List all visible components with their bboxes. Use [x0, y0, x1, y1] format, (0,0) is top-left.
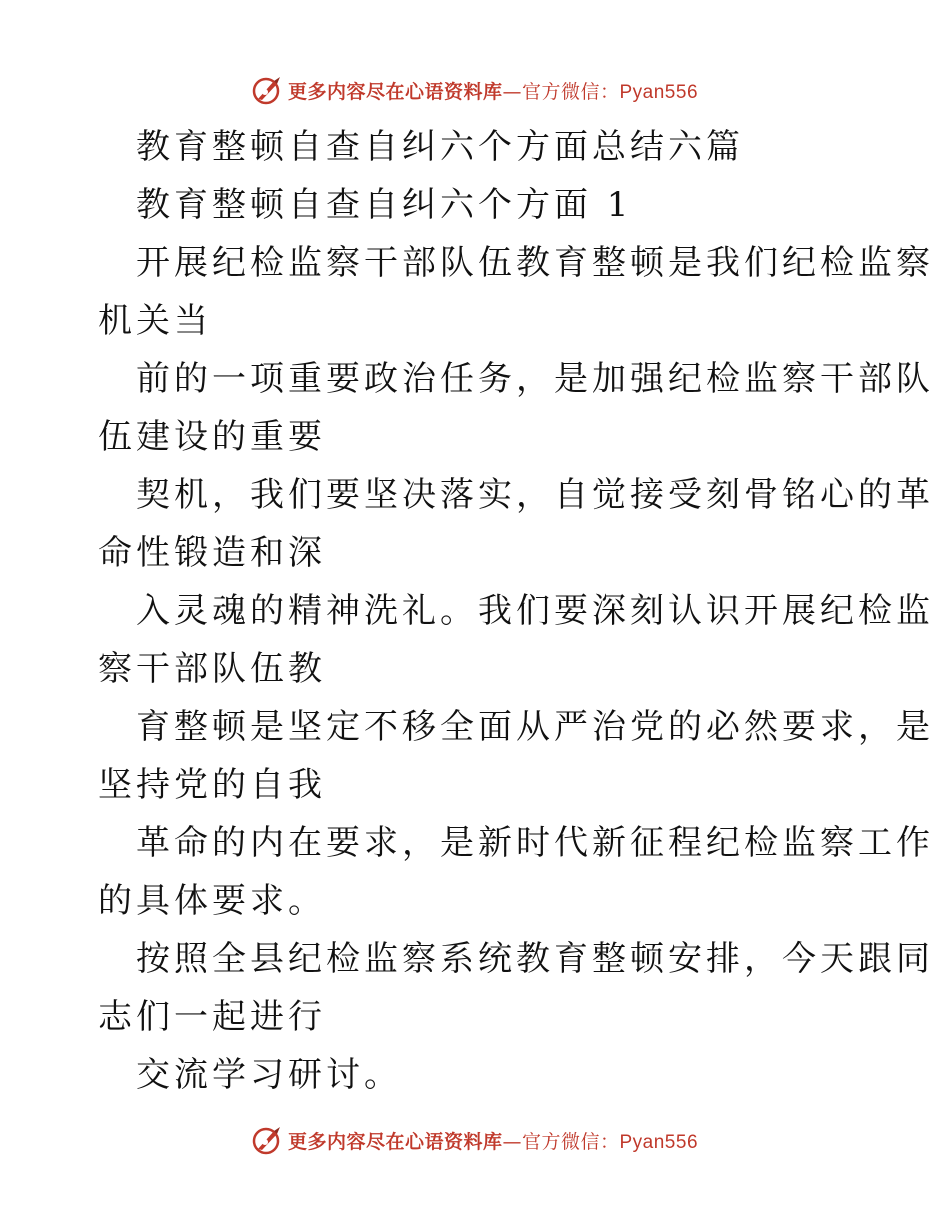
paragraph-line: 契机，我们要坚决落实，自觉接受刻骨铭心的革 — [136, 475, 934, 515]
quill-pen-logo-icon — [252, 1125, 282, 1155]
paragraph-line: 革命的内在要求，是新时代新征程纪检监察工作 — [136, 823, 934, 863]
paragraph-line: 坚持党的自我 — [98, 765, 326, 805]
paragraph-line: 的具体要求。 — [98, 881, 326, 921]
banner-text: 更多内容尽在心语资料库—官方微信：Pyan556 — [287, 80, 699, 103]
quill-pen-logo-icon — [252, 75, 282, 105]
footer-banner — [0, 1120, 950, 1160]
paragraph-line: 育整顿是坚定不移全面从严治党的必然要求，是 — [136, 707, 934, 747]
paragraph-line: 伍建设的重要 — [98, 417, 326, 457]
paragraph-line: 入灵魂的精神洗礼。我们要深刻认识开展纪检监 — [136, 591, 934, 631]
paragraph-line: 按照全县纪检监察系统教育整顿安排，今天跟同 — [136, 939, 934, 979]
paragraph-line: 察干部队伍教 — [98, 649, 326, 689]
document-body — [98, 118, 934, 1104]
paragraph-line: 命性锻造和深 — [98, 533, 326, 573]
paragraph-line: 志们一起进行 — [98, 997, 326, 1037]
paragraph-line: 前的一项重要政治任务，是加强纪检监察干部队 — [136, 359, 934, 399]
paragraph-line: 开展纪检监察干部队伍教育整顿是我们纪检监察 — [136, 243, 934, 283]
document-subtitle: 教育整顿自查自纠六个方面 1 — [136, 185, 633, 225]
document-title: 教育整顿自查自纠六个方面总结六篇 — [136, 127, 744, 167]
paragraph-line: 交流学习研讨。 — [136, 1055, 402, 1095]
header-banner — [0, 70, 950, 110]
banner-text: 更多内容尽在心语资料库—官方微信：Pyan556 — [287, 1130, 699, 1153]
paragraph-line: 机关当 — [98, 301, 212, 341]
